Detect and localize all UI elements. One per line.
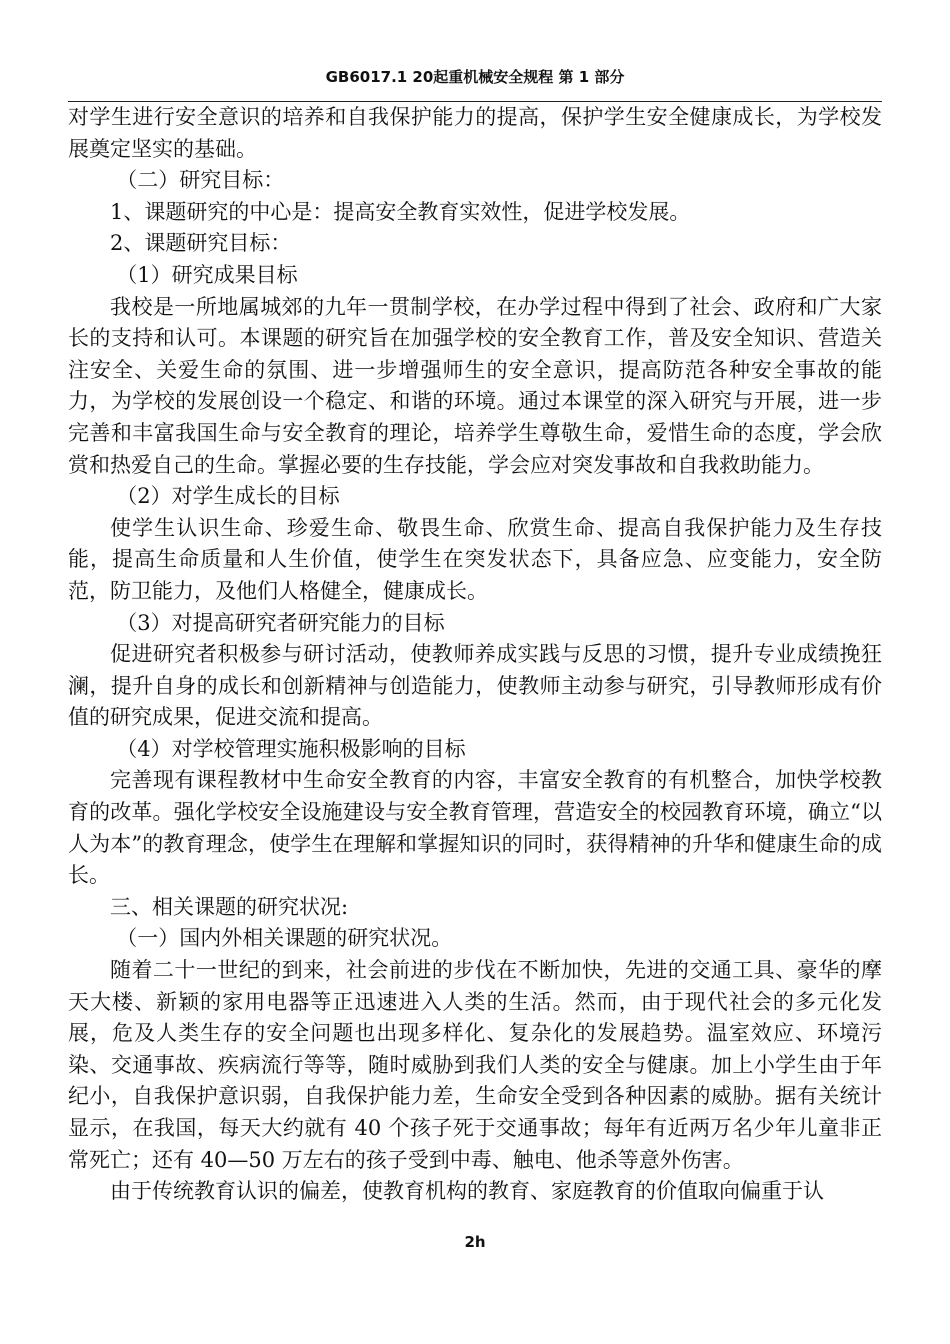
paragraph-traditional-education: 由于传统教育认识的偏差，使教育机构的教育、家庭教育的价值取向偏重于认 [110,1179,824,1204]
running-header: GB6017.1 20起重机械安全规程 第 1 部分 [325,68,625,86]
subheading-research-outcome: （1）研究成果目标 [116,262,298,287]
paragraph-research-outcome: 我校是一所地属城郊的九年一贯制学校，在办学过程中得到了社会、政府和广大家长的支持和认可。本课题的研究旨在加强学校的安全教育工作，普及安全知识、营造关注安全、关爱生命的氛围、进一步增强师生的安全意识，提高防范各种安全事故的能力，为学校的发展创设一个稳定、和谐的环境。通过本课堂的深入研究与开展，进一步完善和丰富我国生命与安全教育的理论，培养学生尊敬生命，爱惜生命的态度，学会欣赏和热爱自己的生命。掌握必要的生存技能，学会应对突发事故和自我救助能力。 [68,294,882,477]
goal-item-2: 2、课题研究目标： [110,231,292,256]
subheading-researcher-ability: （3）对提高研究者研究能力的目标 [116,610,445,635]
paragraph-student-growth: 使学生认识生命、珍爱生命、敬畏生命、欣赏生命、提高自我保护能力及生存技能，提高生命质量和人生价值，使学生在突发状态下，具备应急、应变能力，安全防范，防卫能力，及他们人格健全，健康成长。 [68,515,882,603]
page-number: 2h [464,1233,486,1251]
paragraph-school-management: 完善现有课程教材中生命安全教育的内容，丰富安全教育的有机整合，加快学校教育的改革。强化学校安全设施建设与安全教育管理，营造安全的校园教育环境，确立“以人为本”的教育理念，使学生在理解和掌握知识的同时，获得精神的升华和健康生命的成长。 [68,768,882,888]
paragraph-researcher-ability: 促进研究者积极参与研讨活动，使教师养成实践与反思的习惯，提升专业成绩挽狂澜，提升自身的成长和创新精神与创造能力，使教师主动参与研究，引导教师形成有价值的研究成果，促进交流和提高。 [68,642,882,730]
subheading-student-growth: （2）对学生成长的目标 [116,484,340,509]
goal-item-1: 1、课题研究的中心是：提高安全教育实效性，促进学校发展。 [110,199,691,224]
paragraph-continued: 对学生进行安全意识的培养和自我保护能力的提高，保护学生安全健康成长，为学校发展奠定坚实的基础。 [68,105,882,161]
section-heading-goals: （二）研究目标： [116,168,285,193]
paragraph-safety-background: 随着二十一世纪的到来，社会前进的步伐在不断加快，先进的交通工具、豪华的摩天大楼、新颖的家用电器等正迅速进入人类的生活。然而，由于现代社会的多元化发展，危及人类生存的安全问题也出现多样化、复杂化的发展趋势。温室效应、环境污染、交通事故、疾病流行等等，随时威胁到我们人类的安全与健康。加上小学生由于年纪小，自我保护意识弱，自我保护能力差，生命安全受到各种因素的威胁。据有关统计显示，在我国，每天大约就有 40 个孩子死于交通事故；每年有近两万名少年儿童非正常死亡；还有 40—50 万左右的孩子受到中毒、触电、他杀等意外伤害。 [68,958,882,1172]
subheading-school-management: （4）对学校管理实施积极影响的目标 [116,736,466,761]
subheading-domestic-foreign: （一）国内外相关课题的研究状况。 [116,926,453,951]
section-heading-status: 三、相关课题的研究状况: [110,894,349,919]
document-body [68,102,882,1208]
